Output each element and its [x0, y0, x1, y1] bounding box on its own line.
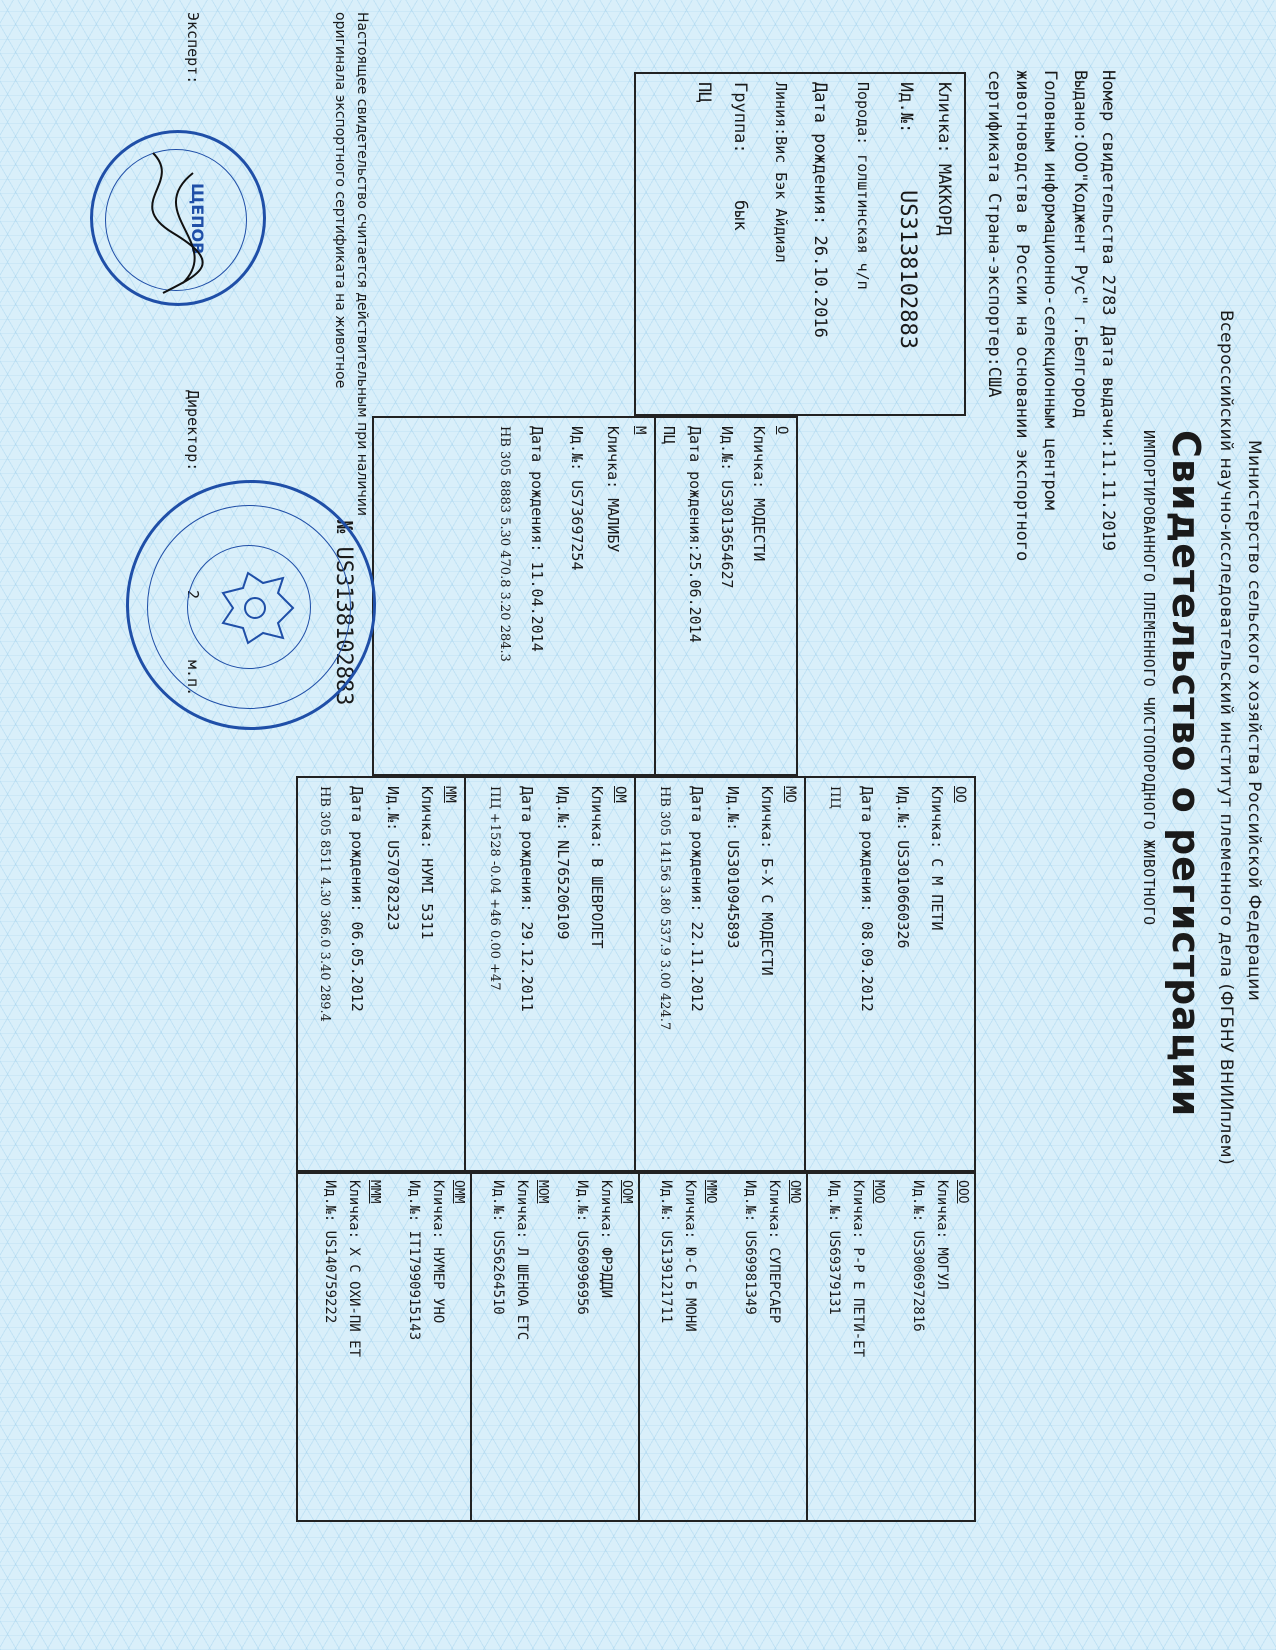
gp-divider-1: [804, 776, 806, 1172]
center-line-3: сертификата Страна-экспортер:США: [984, 70, 1004, 398]
validity-line-1: Настоящее свидетельство считается действительным при наличии: [354, 12, 370, 516]
certificate-number: Номер свидетельства 2783 Дата выдачи:11.11.2019: [1098, 70, 1118, 552]
animal-pc: ПЦ: [694, 82, 714, 103]
gp-code: МО: [782, 786, 798, 803]
ggp-id: Ид.№: US140759222: [322, 1180, 338, 1324]
gp-id: Ид.№: US3010945893: [724, 786, 742, 949]
animal-breed: Порода: голштинская ч/п: [854, 82, 872, 290]
ggp-divider: [470, 1172, 472, 1522]
mp-label: м.п.: [184, 660, 202, 697]
animal-group-label: Группа:: [730, 82, 750, 154]
ggp-code: МОМ: [535, 1180, 550, 1204]
emblem-icon: [123, 483, 373, 733]
ggp-code: ОМО: [787, 1180, 802, 1204]
ggp-code: ООО: [955, 1180, 970, 1204]
gp-name: Кличка: Б-Х С МОДЕСТИ: [758, 786, 776, 976]
ggp-name: Кличка: МОГУЛ: [934, 1180, 950, 1290]
gp-id: Ид.№: NL765206109: [554, 786, 572, 940]
ggp-name: Кличка: Р-Р Е ПЕТИ-ЕТ: [850, 1180, 866, 1358]
sire-code: О: [774, 426, 790, 435]
ggp-name: Кличка: Л ШЕНОА ЕТС: [514, 1180, 530, 1341]
director-label: Директор:: [184, 390, 202, 472]
document-title: Свидетельство о регистрации: [1164, 430, 1208, 1118]
ggp-id: Ид.№: US3006972816: [910, 1180, 926, 1332]
issued-to: Выдано:ООО"Коджент Рус" г.Белгород: [1070, 70, 1090, 418]
official-seal: [126, 480, 376, 730]
ggp-code: МММ: [367, 1180, 382, 1204]
gp-code: ММ: [442, 786, 458, 803]
ggp-name: Кличка: СУПЕРСАЕР: [766, 1180, 782, 1324]
sire-id: Ид.№: US3013654627: [718, 426, 736, 589]
gp-birth: Дата рождения: 22.11.2012: [688, 786, 706, 1012]
gp-extra: ПЦ: [827, 786, 842, 809]
expert-label: Эксперт:: [184, 12, 202, 85]
gp-code: ОО: [952, 786, 968, 803]
gp-name: Кличка: С М ПЕТИ: [928, 786, 946, 931]
ggp-id: Ид.№: US56264510: [490, 1180, 506, 1315]
ministry-line: Министерство сельского хозяйства Российской Федерации: [1244, 440, 1264, 1002]
gp-birth: Дата рождения: 08.09.2012: [858, 786, 876, 1012]
animal-id-label: Ид.№:: [896, 82, 916, 134]
great-grandparents-box: [296, 1172, 976, 1522]
ggp-id: Ид.№: US69379131: [826, 1180, 842, 1315]
ggp-code: ООМ: [619, 1180, 634, 1204]
dam-id: Ид.№: US73697254: [568, 426, 586, 571]
gp-birth: Дата рождения: 06.05.2012: [348, 786, 366, 1012]
gp-divider-2: [634, 776, 636, 1172]
ggp-id: Ид.№: US69981349: [742, 1180, 758, 1315]
gp-id: Ид.№: US3010660326: [894, 786, 912, 949]
expert-stamp-name: ЩЕПОВ: [188, 183, 207, 255]
ggp-name: Кличка: Ю-С Б МОНИ: [682, 1180, 698, 1332]
center-line-2: животноводства в России на основании экспортного: [1012, 70, 1032, 562]
animal-id: US3138102883: [895, 190, 920, 349]
ggp-name: Кличка: НУМЕР УНО: [430, 1180, 446, 1324]
ggp-divider: [806, 1172, 808, 1522]
animal-group: бык: [730, 200, 750, 231]
dam-code: М: [632, 426, 648, 435]
gp-code: ОМ: [612, 786, 628, 803]
validity-line-2: оригинала экспортного сертификата на животное: [332, 12, 348, 389]
ggp-id: Ид.№: IT17990915143: [406, 1180, 422, 1341]
expert-signature-icon: [87, 133, 263, 309]
page-mark: 2: [184, 590, 202, 600]
dam-birth: Дата рождения: 11.04.2014: [528, 426, 546, 652]
ggp-name: Кличка: Х С ОХИ-ПИ ЕТ: [346, 1180, 362, 1358]
center-line-1: Головным информационно-селекционным центром: [1040, 70, 1060, 511]
expert-stamp: [90, 130, 266, 306]
gp-id: Ид.№: US70782323: [384, 786, 402, 931]
institute-line: Всероссийский научно-исследовательский институт племенного дела (ФГБНУ ВНИИплем): [1216, 310, 1236, 1166]
animal-birth: Дата рождения: 26.10.2016: [810, 82, 830, 338]
dam-production: НВ 305 8883 5.30 470.8 3.20 284.3: [497, 426, 512, 662]
dam-name: Кличка: МАЛИБУ: [604, 426, 622, 553]
gp-name: Кличка: В ШЕВРОЛЕТ: [588, 786, 606, 949]
animal-name: Кличка: МАККОРД: [934, 82, 954, 236]
ggp-id: Ид.№: US139121711: [658, 1180, 674, 1324]
gp-name: Кличка: НУМІ 5311: [418, 786, 436, 940]
document-subtitle: ИМПОРТИРОВАННОГО ПЛЕМЕННОГО ЧИСТОПОРОДНОГО ЖИВОТНОГО: [1140, 430, 1158, 926]
ggp-code: МОО: [871, 1180, 886, 1204]
sire-name: Кличка: МОДЕСТИ: [750, 426, 768, 562]
animal-line: Линия:Вис Бэк Айдиал: [772, 82, 790, 263]
validity-animal-id: № US3138102883: [331, 520, 356, 706]
ggp-name: Кличка: ФРЭДДИ: [598, 1180, 614, 1299]
sire-pc: ПЦ: [660, 426, 678, 445]
gp-extra: НВ 305 8511 4.30 366.0 3.40 289.4: [317, 786, 332, 1022]
gp-extra: НВ 305 14156 3.80 537.9 3.00 424.7: [657, 786, 672, 1031]
sire-birth: Дата рождения:25.06.2014: [686, 426, 704, 643]
parents-divider: [654, 416, 656, 776]
ggp-code: ММО: [703, 1180, 718, 1204]
gp-divider-3: [464, 776, 466, 1172]
gp-extra: ПЦ +1528 -0.04 +46 0.00 +47: [487, 786, 502, 991]
ggp-code: ОММ: [451, 1180, 466, 1204]
gp-birth: Дата рождения: 29.12.2011: [518, 786, 536, 1012]
ggp-divider: [638, 1172, 640, 1522]
ggp-id: Ид.№: US60996956: [574, 1180, 590, 1315]
